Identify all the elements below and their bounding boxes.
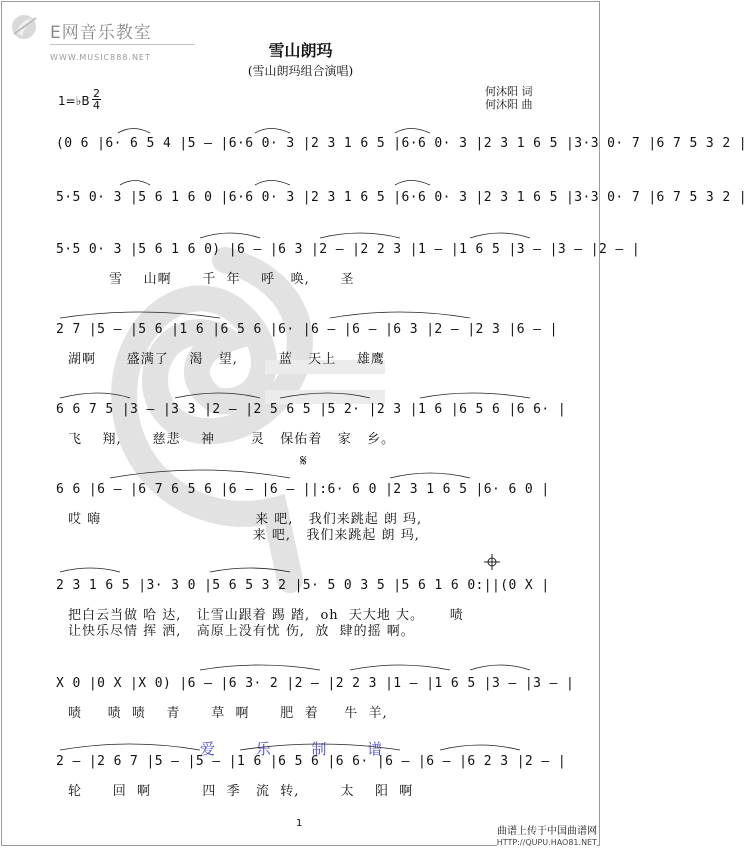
segno-icon: 𝄋 [300, 451, 307, 470]
lyric-line-4: 湖啊 盛满了 渴 望, 蓝 天上 雄鹰 [68, 352, 385, 367]
lyric-line-9: 轮 回 啊 四 季 流 转, 太 阳 啊 [68, 784, 414, 799]
score-line-7: 2 3 1 6 5 |3· 3 0 |5 6 5 3 2 |5· 5 0 3 5 |5 6 1 6 0:||(0 X | [56, 578, 550, 593]
lyric-line-7b: 让快乐尽情 挥 洒, 高原上没有忧 伤, 放 肆的摇 啊。 [68, 624, 415, 639]
lyric-line-6a: 哎 嗨 来 吧, 我们来跳起 朗 玛, [68, 512, 423, 527]
lyric-line-3: 雪 山啊 千 年 呼 唤, 圣 [68, 272, 355, 287]
treble-clef-watermark [75, 240, 395, 600]
score-line-4: 2 7 |5 — |5 6 |1 6 |6 5 6 |6· |6 — |6 — |6 3 |2 — |2 3 |6 — | [56, 322, 558, 337]
score-line-5: 6 6 7 5 |3 — |3 3 |2 — |2 5 6 5 |5 2· |2 3 |1 6 |6 5 6 |6 6· | [56, 402, 567, 417]
site-name: E网音乐教室 [50, 23, 152, 43]
song-title: 雪山朗玛 [268, 41, 333, 60]
lyric-line-8: 啧 啧 啧 青 草 啊 肥 着 牛 羊, [68, 706, 388, 721]
lyricist: 何沐阳 词 [485, 85, 533, 98]
score-line-8: X 0 |0 X |X 0) |6 — |6 3· 2 |2 — |2 2 3 |1 — |1 6 5 |3 — |3 — | [56, 676, 575, 691]
time-top: 2 [93, 87, 100, 100]
lyric-line-5: 飞 翔, 慈悲 神 灵 保佑着 家 乡。 [68, 432, 396, 447]
page-number: 1 [296, 818, 303, 829]
score-line-9: 2 — |2 6 7 |5 — |5 — |1 6 |6 5 6 |6 6· |6 — |6 — |6 2 3 |2 — | [56, 754, 567, 769]
time-bottom: 4 [93, 99, 100, 112]
footer-line1: 曲谱上传于中国曲谱网 [497, 826, 597, 837]
song-subtitle: (雪山朗玛组合演唱) [247, 64, 354, 78]
score-line-6: 6 6 |6 — |6 7 6 5 6 |6 — |6 — ||:6· 6 0 |2 3 1 6 5 |6· 6 0 | [56, 482, 550, 497]
score-line-1: (0 6 |6· 6 5 4 |5 — |6·6 0· 3 |2 3 1 6 5 |6·6 0· 3 |2 3 1 6 5 |3·3 0· 7 |6 7 5 3 2 | [56, 136, 747, 151]
credits [485, 85, 533, 111]
lyric-line-6b: 来 吧, 我们来跳起 朗 玛, [68, 528, 420, 543]
lyric-line-7a: 把白云当做 哈 达, 让雪山跟着 踢 踏, oh 天大地 大。 啧 [68, 608, 464, 623]
site-url: WWW.MUSIC888.NET [50, 53, 151, 62]
watermark-text: 爱 乐 制 谱 [200, 740, 401, 758]
time-signature [92, 88, 101, 111]
score-line-3: 5·5 0· 3 |5 6 1 6 0) |6 — |6 3 |2 — |2 2 3 |1 — |1 6 5 |3 — |3 — |2 — | [56, 242, 641, 257]
footer-credit [497, 826, 597, 848]
footer-url: HTTP://QUPU.HAO81.NET [496, 838, 597, 847]
score-line-2: 5·5 0· 3 |5 6 1 6 0 |6·6 0· 3 |2 3 1 6 5 |6·6 0· 3 |2 3 1 6 5 |3·3 0· 7 |6 7 5 3 2 | [56, 190, 747, 205]
key-signature: 1=♭B [58, 94, 90, 108]
composer: 何沐阳 曲 [485, 98, 533, 111]
